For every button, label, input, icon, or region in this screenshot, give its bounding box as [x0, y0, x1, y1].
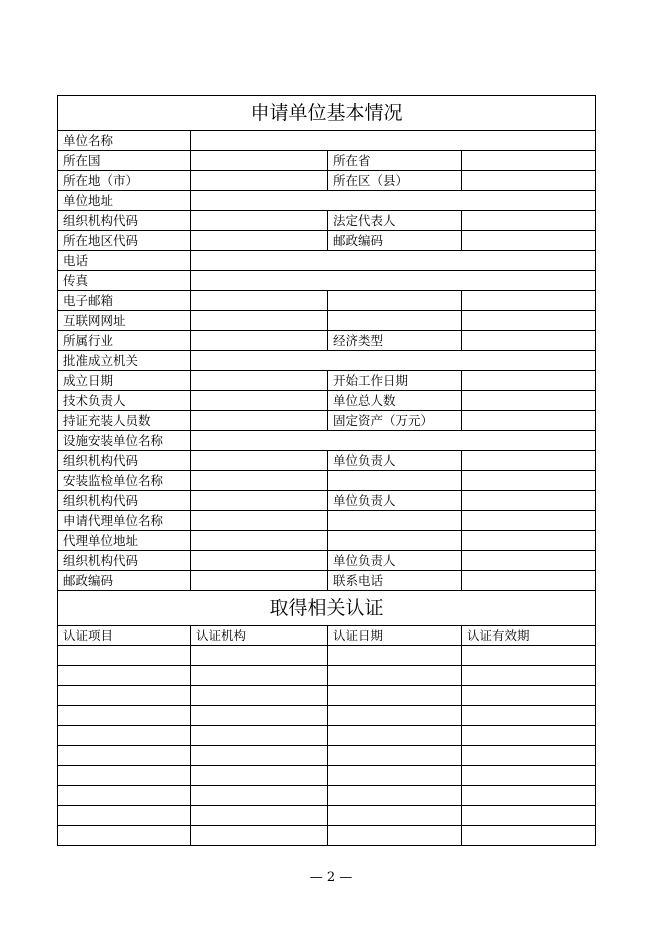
agent-address-field-extra-1[interactable] [328, 531, 462, 551]
country-field[interactable] [191, 151, 328, 171]
cert-date-cell[interactable] [328, 706, 462, 726]
certified-installers-field[interactable] [191, 411, 328, 431]
title-row [58, 591, 596, 626]
form-row [58, 531, 596, 551]
work-start-date-label: 开始工作日期 [328, 371, 462, 391]
cert-item-cell[interactable] [58, 706, 191, 726]
cert-rows [58, 646, 596, 846]
cert-date-cell[interactable] [328, 666, 462, 686]
agent-address-field-extra-2[interactable] [462, 531, 596, 551]
phone-label: 电话 [58, 251, 191, 271]
cert-authority-cell[interactable] [191, 766, 328, 786]
form-row [58, 391, 596, 411]
website-field-extra-2[interactable] [462, 311, 596, 331]
inspection-unit-field-extra-1[interactable] [328, 471, 462, 491]
fixed-assets-field[interactable] [462, 411, 596, 431]
form-row [58, 451, 596, 471]
cert-item-cell[interactable] [58, 686, 191, 706]
form-title: 申请单位基本情况 [58, 96, 596, 131]
form-row [58, 411, 596, 431]
agent-address-field[interactable] [191, 531, 328, 551]
unit-head-field[interactable] [462, 551, 596, 571]
email-field-extra-1[interactable] [328, 291, 462, 311]
cert-date-cell[interactable] [328, 826, 462, 846]
cert-row [58, 826, 596, 846]
cert-date-cell[interactable] [328, 786, 462, 806]
org-code-field[interactable] [191, 211, 328, 231]
contact-phone-label: 联系电话 [328, 571, 462, 591]
cert-validity-cell[interactable] [462, 686, 596, 706]
postal-code-label: 邮政编码 [58, 571, 191, 591]
agent-unit-label: 申请代理单位名称 [58, 511, 191, 531]
email-field-extra-2[interactable] [462, 291, 596, 311]
legal-rep-field[interactable] [462, 211, 596, 231]
email-label: 电子邮箱 [58, 291, 191, 311]
city-label: 所在地（市） [58, 171, 191, 191]
cert-validity-cell[interactable] [462, 786, 596, 806]
org-code-label: 组织机构代码 [58, 491, 191, 511]
total-staff-label: 单位总人数 [328, 391, 462, 411]
cert-section-title: 取得相关认证 [58, 591, 596, 626]
cert-authority-cell[interactable] [191, 806, 328, 826]
agent-unit-field-extra-2[interactable] [462, 511, 596, 531]
cert-row [58, 666, 596, 686]
email-field[interactable] [191, 291, 328, 311]
cert-item-cell[interactable] [58, 806, 191, 826]
unit-head-label: 单位负责人 [328, 491, 462, 511]
agent-unit-field[interactable] [191, 511, 328, 531]
website-field-extra-1[interactable] [328, 311, 462, 331]
cert-validity-cell[interactable] [462, 766, 596, 786]
cert-item-cell[interactable] [58, 826, 191, 846]
org-code-label: 组织机构代码 [58, 551, 191, 571]
cert-row [58, 646, 596, 666]
cert-row [58, 686, 596, 706]
form-row [58, 351, 596, 371]
agent-unit-field-extra-1[interactable] [328, 511, 462, 531]
org-code-field[interactable] [191, 491, 328, 511]
cert-validity-cell[interactable] [462, 806, 596, 826]
contact-phone-field[interactable] [462, 571, 596, 591]
cert-validity-cell[interactable] [462, 726, 596, 746]
cert-item-cell[interactable] [58, 746, 191, 766]
province-field[interactable] [462, 151, 596, 171]
cert-row [58, 746, 596, 766]
form-row [58, 251, 596, 271]
province-label: 所在省 [328, 151, 462, 171]
cert-validity-cell[interactable] [462, 646, 596, 666]
form-row [58, 271, 596, 291]
postal-code-field[interactable] [191, 571, 328, 591]
cert-date-cell[interactable] [328, 766, 462, 786]
form-row [58, 331, 596, 351]
cert-authority-cell[interactable] [191, 826, 328, 846]
cert-authority-cell[interactable] [191, 786, 328, 806]
agent-address-label: 代理单位地址 [58, 531, 191, 551]
cert-authority-cell[interactable] [191, 746, 328, 766]
cert-date-cell[interactable] [328, 726, 462, 746]
website-field[interactable] [191, 311, 328, 331]
cert-item-cell[interactable] [58, 726, 191, 746]
form-row [58, 231, 596, 251]
form-row [58, 171, 596, 191]
unit-head-label: 单位负责人 [328, 551, 462, 571]
postal-code-field[interactable] [462, 231, 596, 251]
form-row [58, 311, 596, 331]
certified-installers-label: 持证充装人员数 [58, 411, 191, 431]
fax-label: 传真 [58, 271, 191, 291]
unit-head-field[interactable] [462, 451, 596, 471]
tech-lead-label: 技术负责人 [58, 391, 191, 411]
cert-item-cell[interactable] [58, 666, 191, 686]
approval-authority-field[interactable] [191, 351, 596, 371]
title-row [58, 96, 596, 131]
cert-row [58, 806, 596, 826]
unit-head-field[interactable] [462, 491, 596, 511]
cert-authority-cell[interactable] [191, 706, 328, 726]
cert-date-cell[interactable] [328, 686, 462, 706]
application-form-table [57, 95, 596, 846]
established-date-field[interactable] [191, 371, 328, 391]
district-label: 所在区（县） [328, 171, 462, 191]
industry-label: 所属行业 [58, 331, 191, 351]
approval-authority-label: 批准成立机关 [58, 351, 191, 371]
inspection-unit-field[interactable] [191, 471, 328, 491]
form-row [58, 511, 596, 531]
city-field[interactable] [191, 171, 328, 191]
cert-header-item: 认证项目 [58, 626, 191, 646]
cert-validity-cell[interactable] [462, 746, 596, 766]
form-row [58, 551, 596, 571]
fax-field[interactable] [191, 271, 596, 291]
work-start-date-field[interactable] [462, 371, 596, 391]
cert-authority-cell[interactable] [191, 726, 328, 746]
cert-item-cell[interactable] [58, 766, 191, 786]
facility-install-unit-label: 设施安装单位名称 [58, 431, 191, 451]
country-label: 所在国 [58, 151, 191, 171]
cert-date-cell[interactable] [328, 746, 462, 766]
area-code-field[interactable] [191, 231, 328, 251]
unit-name-label: 单位名称 [58, 131, 191, 151]
cert-header-row [58, 626, 596, 646]
district-field[interactable] [462, 171, 596, 191]
economic-type-field[interactable] [462, 331, 596, 351]
cert-validity-cell[interactable] [462, 706, 596, 726]
form-row [58, 371, 596, 391]
area-code-label: 所在地区代码 [58, 231, 191, 251]
org-code-label: 组织机构代码 [58, 211, 191, 231]
form-row [58, 431, 596, 451]
cert-authority-cell[interactable] [191, 646, 328, 666]
form-row [58, 291, 596, 311]
cert-date-cell[interactable] [328, 806, 462, 826]
form-row [58, 151, 596, 171]
industry-field[interactable] [191, 331, 328, 351]
org-code-field[interactable] [191, 451, 328, 471]
unit-head-label: 单位负责人 [328, 451, 462, 471]
cert-date-cell[interactable] [328, 646, 462, 666]
unit-name-field[interactable] [191, 131, 596, 151]
cert-authority-cell[interactable] [191, 666, 328, 686]
form-row [58, 471, 596, 491]
economic-type-label: 经济类型 [328, 331, 462, 351]
website-label: 互联网网址 [58, 311, 191, 331]
cert-validity-cell[interactable] [462, 826, 596, 846]
form-row [58, 571, 596, 591]
cert-validity-cell[interactable] [462, 666, 596, 686]
page-number: — 2 — [309, 870, 353, 885]
legal-rep-label: 法定代表人 [328, 211, 462, 231]
form-row [58, 491, 596, 511]
cert-row [58, 786, 596, 806]
facility-install-unit-field[interactable] [191, 431, 596, 451]
inspection-unit-label: 安装监检单位名称 [58, 471, 191, 491]
org-code-label: 组织机构代码 [58, 451, 191, 471]
phone-field[interactable] [191, 251, 596, 271]
cert-authority-cell[interactable] [191, 686, 328, 706]
cert-row [58, 766, 596, 786]
cert-row [58, 706, 596, 726]
address-label: 单位地址 [58, 191, 191, 211]
total-staff-field[interactable] [462, 391, 596, 411]
cert-row [58, 726, 596, 746]
cert-header-authority: 认证机构 [191, 626, 328, 646]
cert-header-date: 认证日期 [328, 626, 462, 646]
address-field[interactable] [191, 191, 596, 211]
inspection-unit-field-extra-2[interactable] [462, 471, 596, 491]
fixed-assets-label: 固定资产（万元） [328, 411, 462, 431]
form-row [58, 191, 596, 211]
cert-header-validity: 认证有效期 [462, 626, 596, 646]
cert-item-cell[interactable] [58, 646, 191, 666]
cert-item-cell[interactable] [58, 786, 191, 806]
tech-lead-field[interactable] [191, 391, 328, 411]
org-code-field[interactable] [191, 551, 328, 571]
form-row [58, 211, 596, 231]
established-date-label: 成立日期 [58, 371, 191, 391]
postal-code-label: 邮政编码 [328, 231, 462, 251]
form-row [58, 131, 596, 151]
